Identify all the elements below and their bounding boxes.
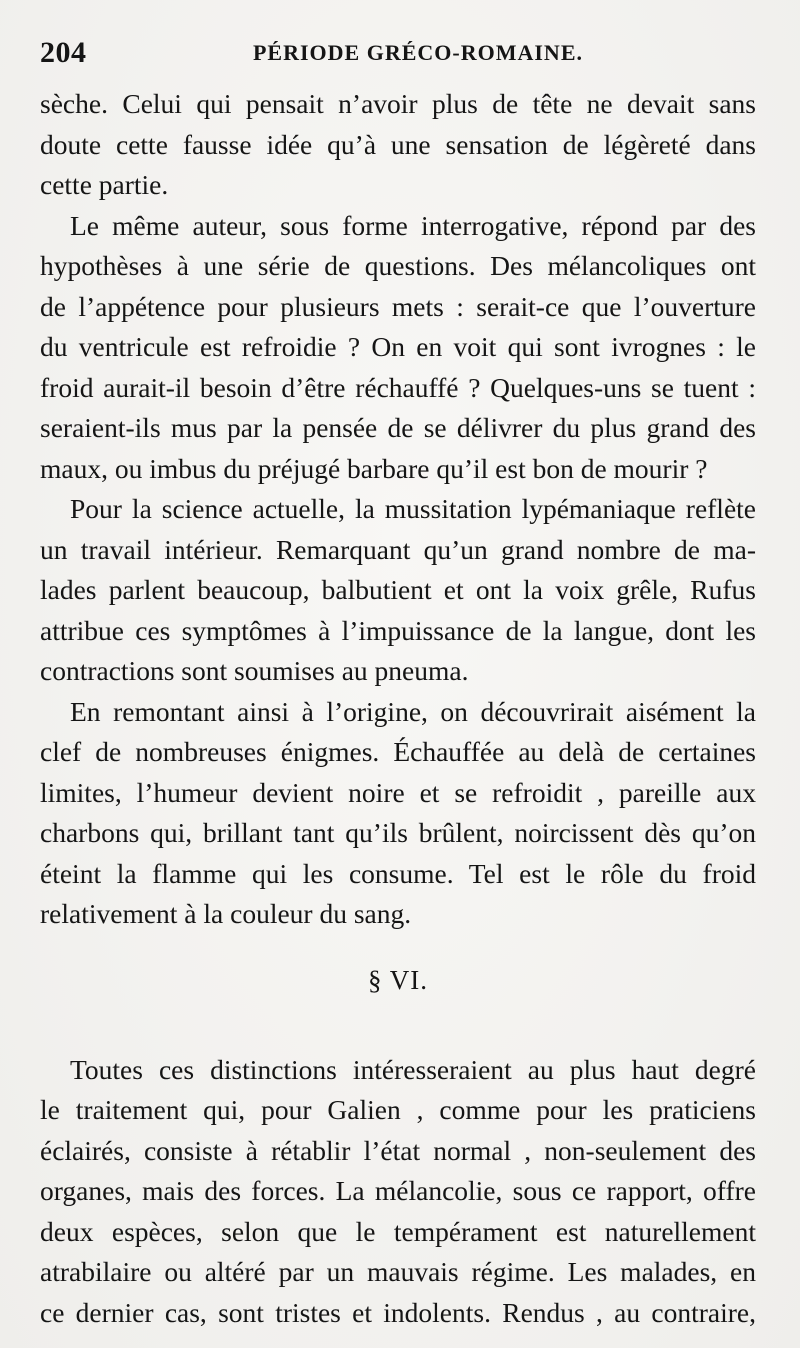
text-line: lades parlent beaucoup, balbutient et ont la voix grêle, Rufus [40, 574, 756, 605]
page-number: 204 [40, 36, 87, 69]
paragraph-5 [40, 1050, 756, 1334]
text-line: Toutes ces distinctions intéresseraient au plus haut degré [70, 1053, 756, 1085]
body-text [40, 84, 756, 1333]
running-head [40, 30, 756, 76]
text-line: atrabilaire ou altéré par un mauvais régime. Les malades, en [40, 1256, 756, 1287]
text-line: doute cette fausse idée qu’à une sensation de légèreté dans [40, 128, 756, 160]
text-line: maux, ou imbus du préjugé barbare qu’il est bon de mourir ? [40, 452, 708, 484]
text-line: cette partie. [40, 169, 169, 200]
paragraph-3 [40, 489, 756, 692]
text-line: limites, l’humeur devient noire et se refroidit , pareille aux [40, 776, 756, 808]
text-line: En remontant ainsi à l’origine, on découvrirait aisément la [70, 695, 756, 727]
text-line: organes, mais des forces. La mélancolie, sous ce rapport, offre [40, 1175, 756, 1206]
section-heading: § VI. [367, 964, 428, 995]
text-line: le traitement qui, pour Galien , comme pour les praticiens [40, 1094, 756, 1125]
text-line: seraient-ils mus par la pensée de se délivrer du plus grand des [40, 412, 756, 443]
text-line: ce dernier cas, sont tristes et indolents. Rendus , au contraire, [40, 1296, 756, 1328]
text-line: éteint la flamme qui les consume. Tel est le rôle du froid [40, 857, 756, 889]
text-line: attribue ces symptômes à l’impuissance de la langue, dont les [40, 614, 756, 646]
text-line: relativement à la couleur du sang. [40, 898, 412, 929]
paragraph-1 [40, 84, 756, 206]
text-line: clef de nombreuses énigmes. Échauffée au delà de certaines [40, 736, 756, 767]
text-line: deux espèces, selon que le tempérament est naturellement [40, 1215, 756, 1247]
text-line: de l’appétence pour plusieurs mets : serait-ce que l’ouverture [40, 290, 756, 322]
paragraph-4 [40, 692, 756, 935]
running-title: PÉRIODE GRÉCO-ROMAINE. [252, 40, 583, 65]
text-line: sèche. Celui qui pensait n’avoir plus de tête ne devait sans [40, 88, 756, 119]
text-line: éclairés, consiste à rétablir l’état normal , non-seulement des [40, 1134, 756, 1166]
text-line: hypothèses à une série de questions. Des mélancoliques ont [40, 250, 756, 281]
text-line: Pour la science actuelle, la mussitation lypémaniaque reflète [70, 493, 756, 524]
text-line: du ventricule est refroidie ? On en voit qui sont ivrognes : le [40, 331, 756, 362]
text-line: Le même auteur, sous forme interrogative, répond par des [70, 209, 756, 241]
text-line: un travail intérieur. Remarquant qu’un grand nombre de ma- [40, 533, 756, 565]
text-line: charbons qui, brillant tant qu’ils brûlent, noircissent dès qu’on [40, 817, 756, 848]
text-line: froid aurait-il besoin d’être réchauffé ? Quelques-uns se tuent : [40, 371, 756, 403]
paragraph-2 [40, 206, 756, 490]
text-line: contractions sont soumises au pneuma. [40, 655, 469, 686]
